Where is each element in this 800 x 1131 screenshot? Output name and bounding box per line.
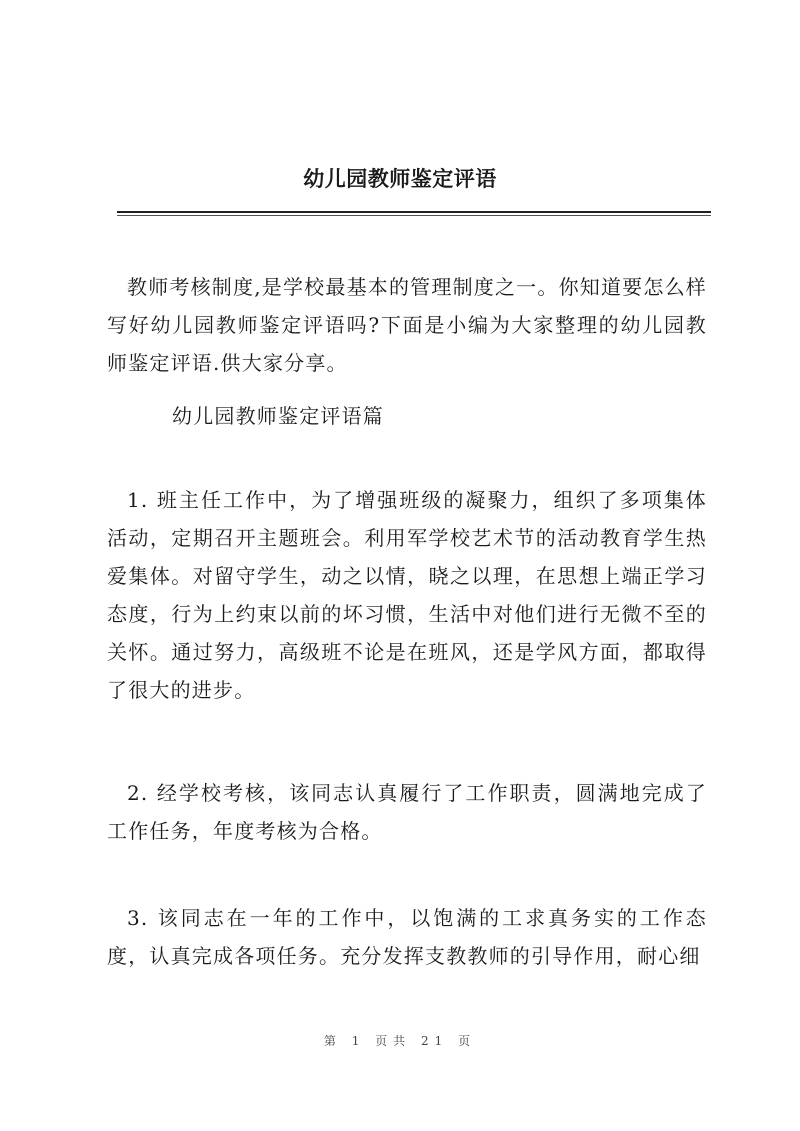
intro-paragraph: 教师考核制度,是学校最基本的管理制度之一。你知道要怎么样写好幼儿园教师鉴定评语吗?下面是小编为大家整理的幼儿园教师鉴定评语.供大家分享。 <box>107 275 707 375</box>
page-number-footer: 第 1 页共 21 页 <box>323 1034 477 1048</box>
title-divider <box>117 211 711 213</box>
comment-item-2: 2. 经学校考核，该同志认真履行了工作职责，圆满地完成了工作任务，年度考核为合格。 <box>107 781 707 843</box>
comment-item-1: 1. 班主任工作中，为了增强班级的凝聚力，组织了多项集体活动，定期召开主题班会。利用军学校艺术节的活动教育学生热爱集体。对留守学生，动之以情，晓之以理，在思想上端正学习态度，行为上约束以前的坏习惯，生活中对他们进行无微不至的关怀。通过努力，高级班不论是在班风，还是学风方面，都取得了很大的进步。 <box>107 488 707 702</box>
title-divider-thin <box>117 215 711 216</box>
comment-item-3: 3. 该同志在一年的工作中，以饱满的工求真务实的工作态度，认真完成各项任务。充分发挥支教教师的引导作用，耐心细 <box>107 906 707 968</box>
document-title: 幼儿园教师鉴定评语 <box>303 166 497 191</box>
section-subtitle: 幼儿园教师鉴定评语篇 <box>172 404 384 428</box>
